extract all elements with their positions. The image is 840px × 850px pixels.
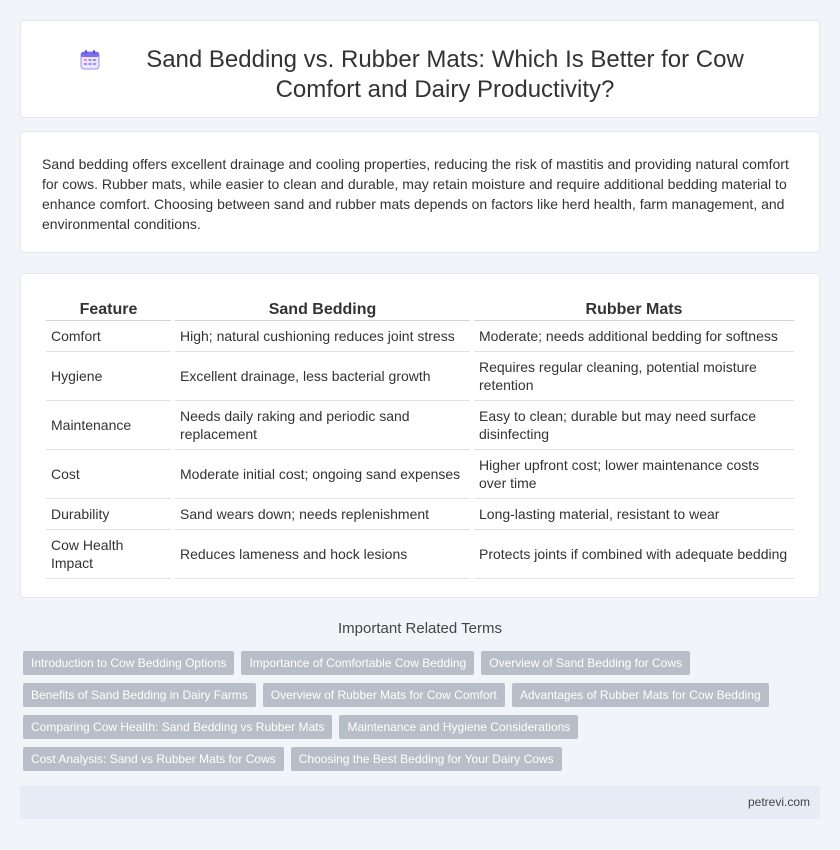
table-row bbox=[46, 530, 794, 579]
rubber-cell: Moderate; needs additional bedding for softness bbox=[474, 321, 794, 352]
table-row bbox=[46, 401, 794, 450]
title-row bbox=[61, 45, 799, 105]
table-row bbox=[46, 450, 794, 499]
related-term-tag[interactable]: Comparing Cow Health: Sand Bedding vs Rubber Mats bbox=[23, 715, 332, 739]
footer bbox=[20, 786, 820, 819]
column-header-rubber-mats: Rubber Mats bbox=[474, 296, 794, 321]
table-header-row bbox=[46, 296, 794, 321]
feature-cell: Comfort bbox=[46, 321, 171, 352]
summary-card bbox=[20, 131, 820, 253]
rubber-cell: Requires regular cleaning, potential moisture retention bbox=[474, 352, 794, 401]
summary-text: Sand bedding offers excellent drainage and cooling properties, reducing the risk of mastitis and providing natural comfort for cows. Rubber mats, while easier to clean and durable, may retain moisture and require additional bedding material to enhance comfort. Choosing between sand and rubber mats depends on factors like herd health, farm management, and environmental conditions. bbox=[42, 156, 789, 232]
related-terms-title: Important Related Terms bbox=[338, 620, 502, 637]
sand-cell: Needs daily raking and periodic sand replacement bbox=[175, 401, 470, 450]
related-term-tag[interactable]: Choosing the Best Bedding for Your Dairy Cows bbox=[291, 747, 562, 771]
related-term-tag[interactable]: Overview of Sand Bedding for Cows bbox=[481, 651, 690, 675]
comparison-table-card bbox=[20, 273, 820, 598]
rubber-cell: Higher upfront cost; lower maintenance costs over time bbox=[474, 450, 794, 499]
header-card bbox=[20, 20, 820, 118]
table-row bbox=[46, 321, 794, 352]
rubber-cell: Easy to clean; durable but may need surface disinfecting bbox=[474, 401, 794, 450]
related-term-tag[interactable]: Advantages of Rubber Mats for Cow Bedding bbox=[512, 683, 769, 707]
sand-cell: High; natural cushioning reduces joint stress bbox=[175, 321, 470, 352]
related-terms-list bbox=[23, 651, 803, 779]
feature-cell: Hygiene bbox=[46, 352, 171, 401]
table-row bbox=[46, 499, 794, 530]
rubber-cell: Protects joints if combined with adequate bedding bbox=[474, 530, 794, 579]
column-header-feature: Feature bbox=[46, 296, 171, 321]
page-title: Sand Bedding vs. Rubber Mats: Which Is Better for Cow Comfort and Dairy Productivity? bbox=[146, 46, 744, 103]
feature-cell: Maintenance bbox=[46, 401, 171, 450]
sand-cell: Excellent drainage, less bacterial growth bbox=[175, 352, 470, 401]
feature-cell: Cow Health Impact bbox=[46, 530, 171, 579]
related-term-tag[interactable]: Maintenance and Hygiene Considerations bbox=[339, 715, 578, 739]
related-term-tag[interactable]: Overview of Rubber Mats for Cow Comfort bbox=[263, 683, 505, 707]
calendar-icon bbox=[79, 49, 101, 71]
sand-cell: Sand wears down; needs replenishment bbox=[175, 499, 470, 530]
footer-brand-link[interactable]: petrevi.com bbox=[747, 795, 810, 809]
related-term-tag[interactable]: Importance of Comfortable Cow Bedding bbox=[241, 651, 474, 675]
feature-cell: Cost bbox=[46, 450, 171, 499]
sand-cell: Reduces lameness and hock lesions bbox=[175, 530, 470, 579]
feature-cell: Durability bbox=[46, 499, 171, 530]
comparison-table bbox=[42, 296, 798, 579]
rubber-cell: Long-lasting material, resistant to wear bbox=[474, 499, 794, 530]
related-term-tag[interactable]: Cost Analysis: Sand vs Rubber Mats for Cows bbox=[23, 747, 284, 771]
column-header-sand-bedding: Sand Bedding bbox=[175, 296, 470, 321]
related-term-tag[interactable]: Benefits of Sand Bedding in Dairy Farms bbox=[23, 683, 256, 707]
related-term-tag[interactable]: Introduction to Cow Bedding Options bbox=[23, 651, 234, 675]
table-row bbox=[46, 352, 794, 401]
sand-cell: Moderate initial cost; ongoing sand expenses bbox=[175, 450, 470, 499]
